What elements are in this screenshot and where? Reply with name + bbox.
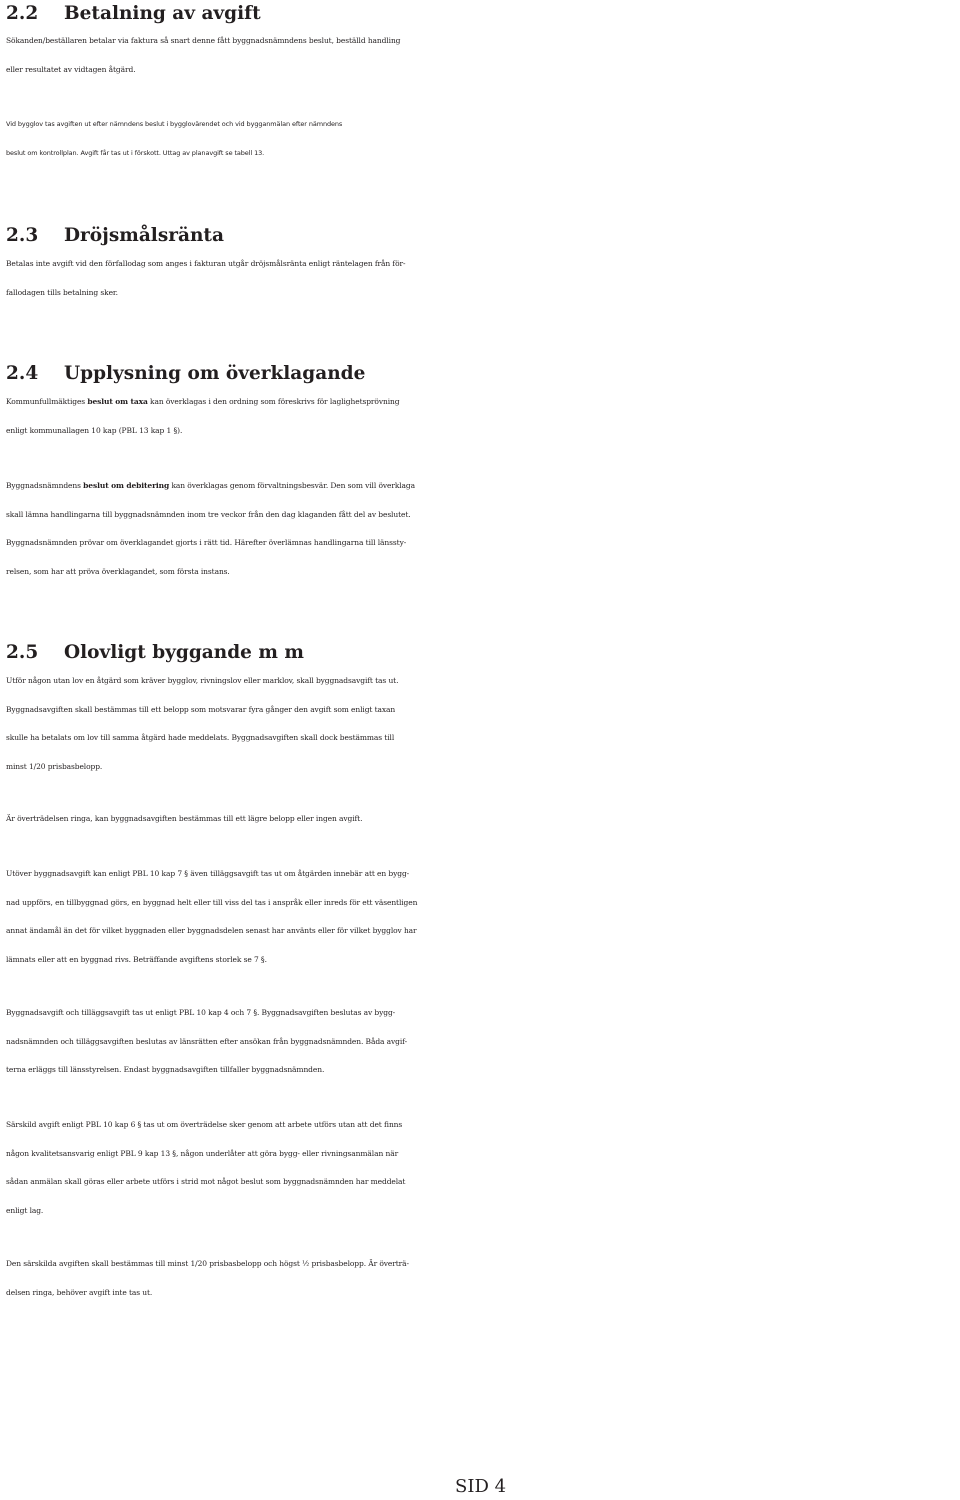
text-run: kan överklagas genom förvaltningsbesvär. Den som vill överklaga [169,481,416,490]
paragraph-2-2-1 [6,27,956,84]
section-title: Betalning av avgift [64,3,261,24]
section-number: 2.5 [6,642,39,663]
text-line: Är överträdelsen ringa, kan byggnadsavgiften bestämmas till ett lägre belopp eller ingen avgift. [6,814,363,823]
text-line: Utför någon utan lov en åtgärd som kräver bygglov, rivningslov eller marklov, skall byggnadsavgift tas ut. [6,676,399,685]
paragraph-2-4-1 [6,388,956,445]
text-line: Byggnadsavgift och tilläggsavgift tas ut enligt PBL 10 kap 4 och 7 §. Byggnadsavgiften beslutas av bygg- [6,1008,396,1017]
text-line: någon kvalitetsansvarig enligt PBL 9 kap 13 §, någon underlåter att göra bygg- eller rivningsanmälan när [6,1148,399,1158]
text-line: nadsnämnden och tilläggsavgiften beslutas av länsrätten efter ansökan från byggnadsnämnden. Båda avgif- [6,1036,408,1046]
text-line: terna erläggs till länsstyrelsen. Endast byggnadsavgiften tillfaller byggnadsnämnden. [6,1065,325,1074]
paragraph-2-5-1 [6,667,956,781]
text-line: Vid bygglov tas avgiften ut efter nämndens beslut i bygglovärendet och vid bygganmälan efter nämndens [6,120,343,128]
section-heading-2-3 [6,222,224,250]
section-number: 2.4 [6,363,39,384]
paragraph-2-3-1 [6,250,956,307]
text-line: eller resultatet av vidtagen åtgärd. [6,64,136,74]
section-number: 2.2 [6,3,39,24]
text-line: lämnats eller att en byggnad rivs. Beträffande avgiftens storlek se 7 §. [6,954,267,964]
section-number: 2.3 [6,225,39,246]
section-title: Olovligt byggande m m [64,642,304,663]
text-line: Särskild avgift enligt PBL 10 kap 6 § tas ut om överträdelse sker genom att arbete utförs utan att det finns [6,1120,403,1129]
text-line: Den särskilda avgiften skall bestämmas till minst 1/20 prisbasbelopp och högst ½ prisbasbelopp. Är överträ- [6,1259,409,1268]
text-line: skulle ha betalats om lov till samma åtgärd hade meddelats. Byggnadsavgiften skall dock bestämmas till [6,733,395,742]
paragraph-2-5-6 [6,1250,956,1307]
text-line: delsen ringa, behöver avgift inte tas ut. [6,1287,153,1297]
page-number: SID 4 [455,1476,507,1497]
text-line: fallodagen tills betalning sker. [6,287,118,297]
text-line: Betalas inte avgift vid den förfallodag som anges i fakturan utgår dröjsmålsränta enligt räntelagen från för- [6,259,406,268]
text-line [6,388,956,417]
text-line: minst 1/20 prisbasbelopp. [6,761,103,771]
paragraph-2-5-3 [6,860,956,974]
paragraph-2-2-2 [6,110,956,167]
bold-text-run: beslut om debitering [83,481,170,490]
bold-text-run: beslut om taxa [87,397,148,406]
paragraph-2-5-2 [6,805,956,834]
text-line: Byggnadsnämnden prövar om överklagandet gjorts i rätt tid. Härefter överlämnas handlingarna till länssty- [6,538,407,547]
text-line: enligt lag. [6,1205,44,1215]
text-run: kan överklagas i den ordning som föreskrivs för laglighetsprövning [147,397,400,406]
section-title: Upplysning om överklagande [64,363,366,384]
text-run: Byggnadsnämndens [6,481,84,490]
text-line: Byggnadsavgiften skall bestämmas till ett belopp som motsvarar fyra gånger den avgift som enligt taxan [6,704,396,714]
paragraph-2-5-4 [6,999,956,1085]
text-line: skall lämna handlingarna till byggnadsnämnden inom tre veckor från den dag klaganden fått del av beslutet. [6,509,411,519]
text-line: Sökanden/beställaren betalar via faktura så snart denne fått byggnadsnämndens beslut, beställd handling [6,36,401,45]
section-heading-2-2 [6,0,261,28]
text-line: relsen, som har att pröva överklagandet, som första instans. [6,566,230,576]
section-heading-2-4 [6,360,365,388]
paragraph-2-5-5 [6,1111,956,1225]
text-line: nad uppförs, en tillbyggnad görs, en byggnad helt eller till viss del tas i anspråk eller inreds för ett väsentligen [6,897,418,907]
section-heading-2-5 [6,639,304,667]
text-line: enligt kommunallagen 10 kap (PBL 13 kap 1 §). [6,425,183,435]
text-run: Kommunfullmäktiges [6,397,88,406]
text-line: annat ändamål än det för vilket byggnaden eller byggnadsdelen senast har använts eller för vilket bygglov har [6,926,417,935]
text-line: beslut om kontrollplan. Avgift får tas ut i förskott. Uttag av planavgift se tabell 13. [6,148,265,157]
text-line: Utöver byggnadsavgift kan enligt PBL 10 kap 7 § även tilläggsavgift tas ut om åtgärden innebär att en bygg- [6,869,410,878]
text-line: sådan anmälan skall göras eller arbete utförs i strid mot något beslut som byggnadsnämnden har meddelat [6,1177,406,1186]
text-line [6,472,956,501]
section-title: Dröjsmålsränta [64,225,224,246]
paragraph-2-4-2 [6,472,956,586]
